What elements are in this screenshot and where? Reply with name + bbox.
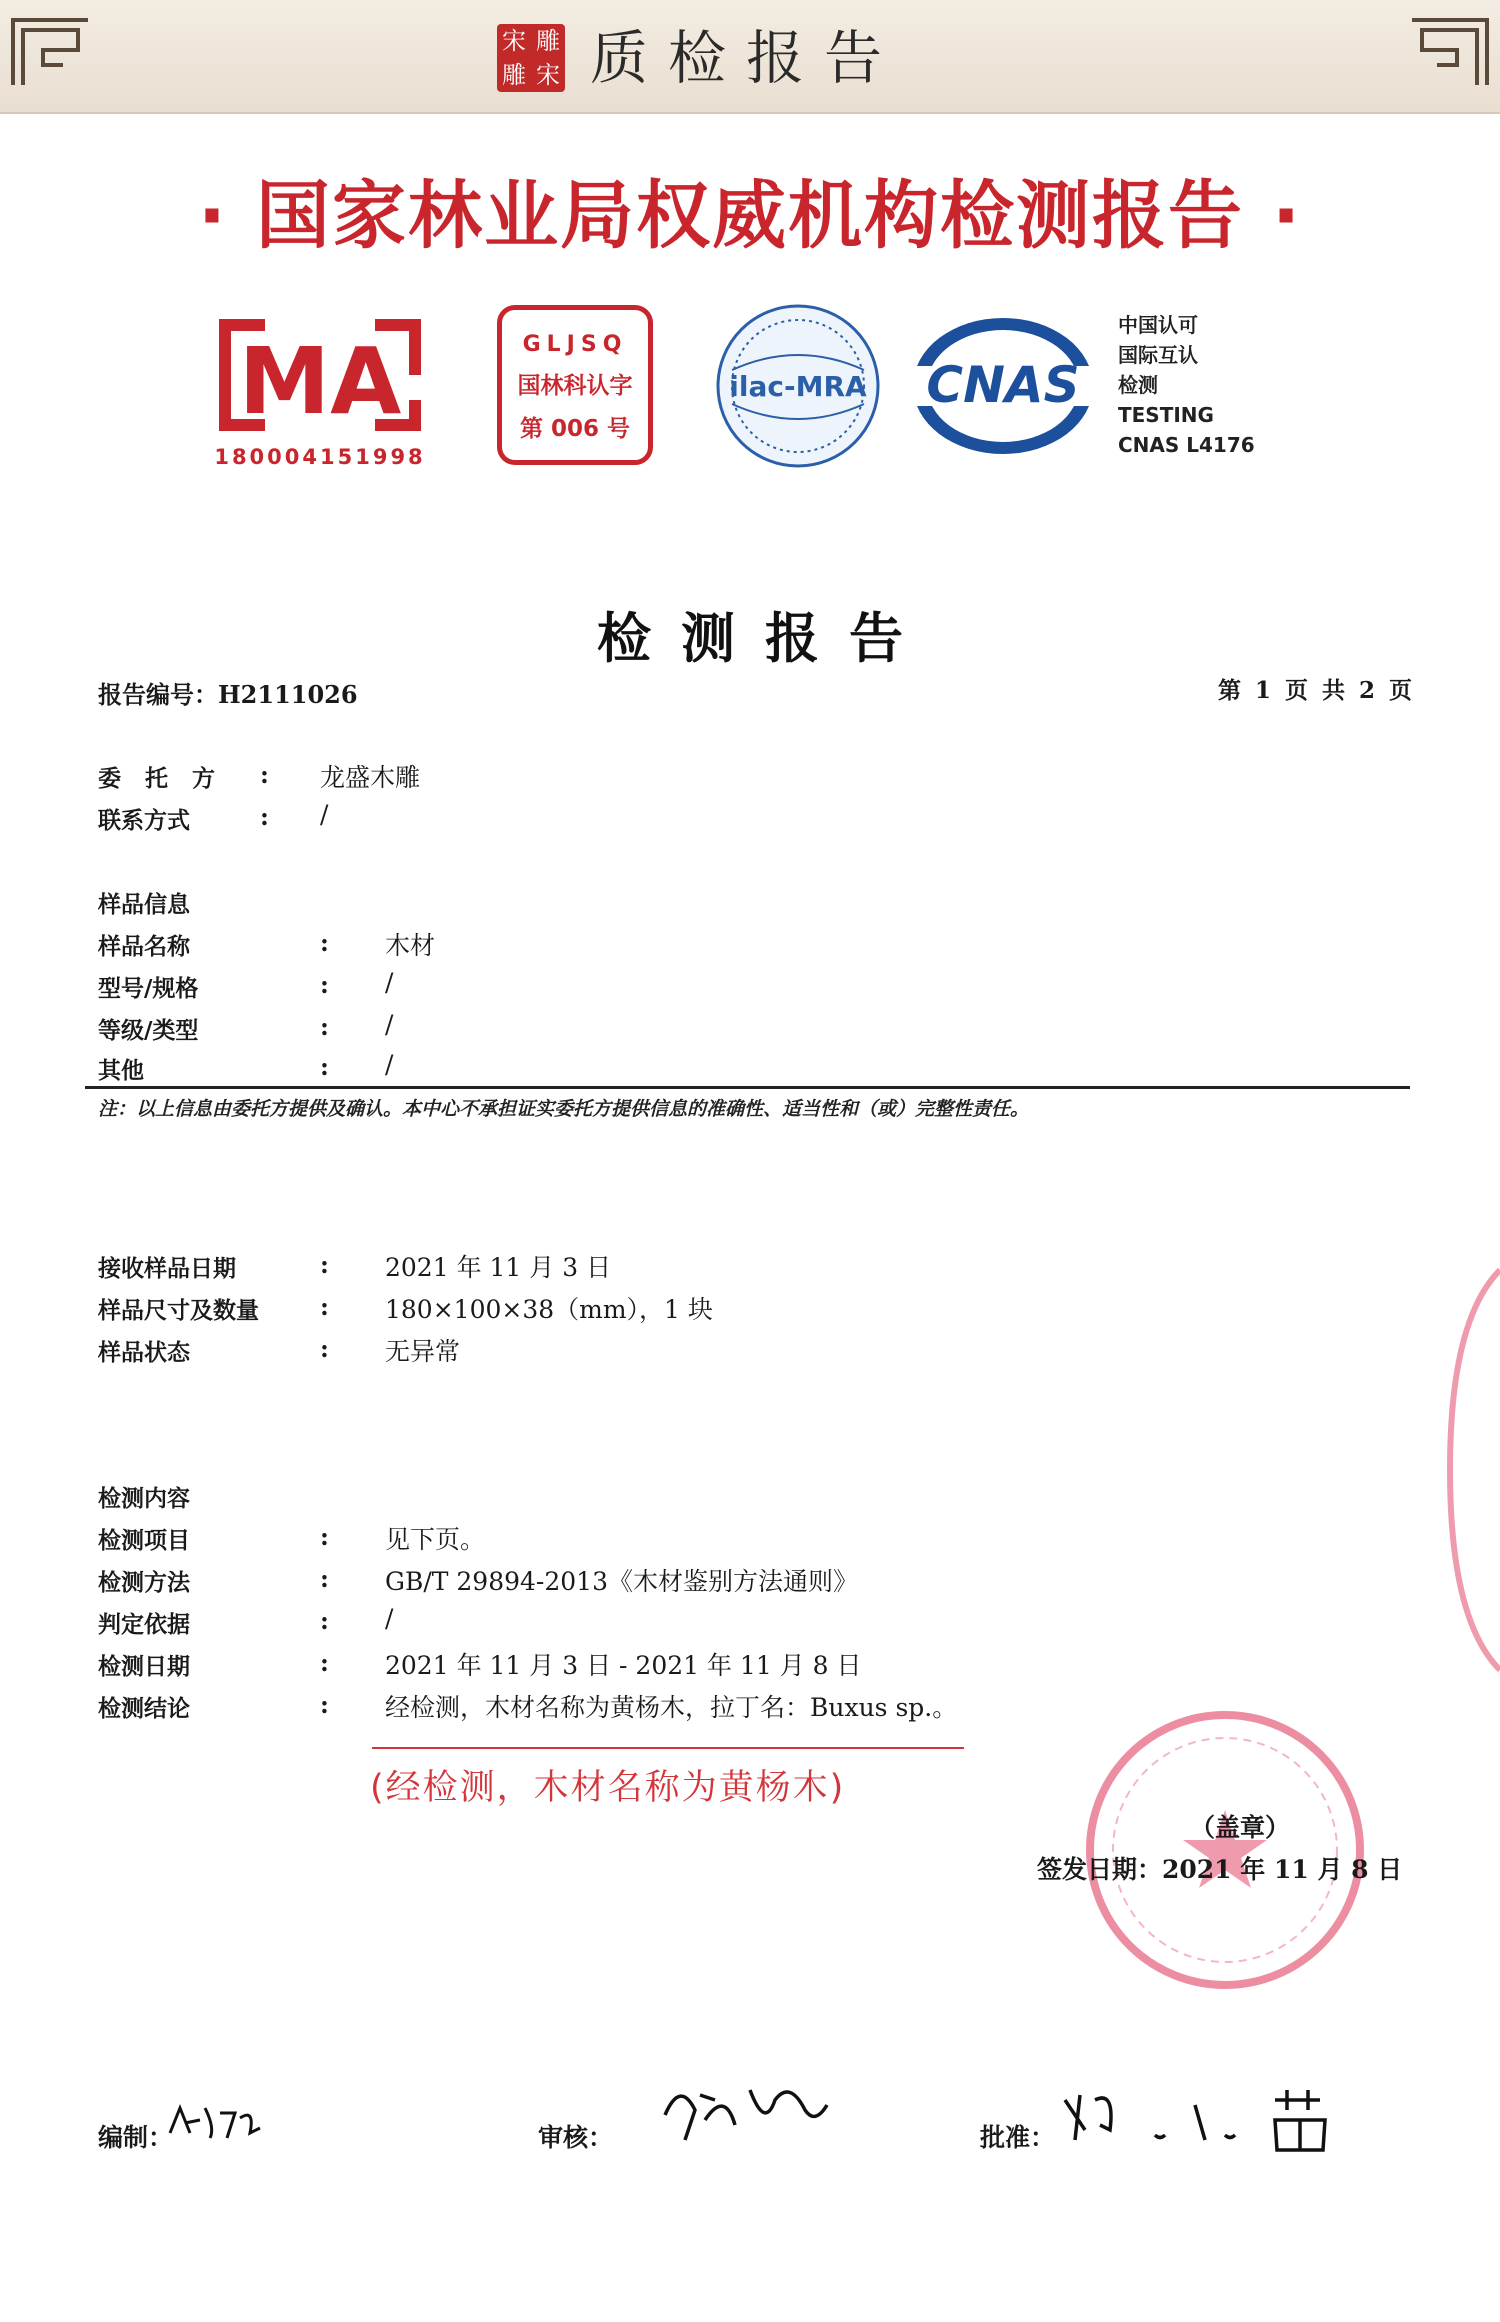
highlight-note: (经检测，木材名称为黄杨木) [370, 1768, 846, 1808]
seal-caption: （盖章） [1190, 1813, 1291, 1842]
reviewer-signature-icon [655, 2070, 835, 2150]
page-info: 第 1 页 共 2 页 [1218, 677, 1413, 704]
cma-number: 180004151998 [214, 445, 426, 469]
colon: : [320, 1250, 329, 1279]
brand-seal-logo [497, 24, 565, 92]
report-number-label: 报告编号： [98, 680, 218, 709]
issue-date: 签发日期：2021 年 11 月 8 日 [1037, 1855, 1403, 1884]
sample-name-label: 样品名称 [98, 934, 190, 960]
gljsq-line2: 国林科认字 [517, 373, 633, 399]
colon: : [320, 1522, 329, 1551]
client-value: 龙盛木雕 [320, 763, 421, 792]
gljsq-line1: GLJSQ [522, 332, 628, 357]
sample-grade-value: / [385, 1010, 394, 1039]
judgement-basis-label: 判定依据 [98, 1612, 190, 1638]
colon: : [320, 928, 329, 957]
approver-signature-icon [1055, 2080, 1355, 2160]
cnas-accreditation-text [1118, 310, 1255, 460]
report-title: 检测报告 [597, 607, 933, 670]
bullet-left: · [197, 173, 228, 259]
editor-label: 编制： [98, 2123, 174, 2152]
reviewer-label: 审核： [538, 2123, 614, 2152]
cnas-text-line: TESTING [1118, 403, 1214, 427]
receipt-date-value: 2021 年 11 月 3 日 [385, 1253, 612, 1282]
colon: : [320, 1334, 329, 1363]
cnas-logo-icon [908, 312, 1098, 460]
gljsq-logo [497, 305, 653, 465]
test-date-label: 检测日期 [98, 1654, 190, 1680]
contact-value: / [320, 800, 329, 829]
colon: : [260, 802, 269, 831]
colon: : [320, 1690, 329, 1719]
sample-model-label: 型号/规格 [98, 976, 199, 1002]
seal-char: 宋 [502, 27, 526, 55]
editor-signature-icon [165, 2098, 265, 2148]
conclusion-label: 检测结论 [98, 1696, 190, 1722]
corner-ornament-left-icon [8, 10, 98, 90]
conclusion-value: 经检测，木材名称为黄杨木，拉丁名：Buxus sp.。 [385, 1693, 958, 1722]
sample-status-value: 无异常 [385, 1337, 461, 1366]
edge-stamp-icon [1440, 1260, 1500, 1680]
report-number-value: H2111026 [218, 680, 358, 709]
colon: : [320, 970, 329, 999]
sample-size-value: 180×100×38（mm），1 块 [385, 1295, 713, 1324]
bullet-right: · [1272, 173, 1303, 259]
cnas-text-line: 中国认可 [1118, 313, 1198, 337]
report-number [98, 675, 358, 710]
sample-section-title: 样品信息 [98, 892, 190, 918]
contact-label: 联系方式 [98, 808, 190, 834]
highlight-rule [372, 1747, 964, 1749]
sample-status-label: 样品状态 [98, 1340, 190, 1366]
banner-title [0, 168, 1500, 264]
test-section-title: 检测内容 [98, 1486, 190, 1512]
ilac-mra-logo-icon [712, 300, 884, 472]
client-label: 委 托 方 [98, 766, 224, 792]
sample-model-value: / [385, 968, 394, 997]
sample-other-label: 其他 [98, 1058, 144, 1084]
test-method-value: GB/T 29894-2013《木材鉴别方法通则》 [385, 1567, 858, 1596]
receipt-date-label: 接收样品日期 [98, 1256, 236, 1282]
colon: : [320, 1052, 329, 1081]
colon: : [320, 1012, 329, 1041]
test-method-label: 检测方法 [98, 1570, 190, 1596]
ilac-text: ilac-MRA [729, 370, 867, 403]
test-item-value: 见下页。 [385, 1525, 486, 1554]
cnas-text-line: CNAS L4176 [1118, 433, 1255, 457]
banner-title-text: 国家林业局权威机构检测报告 [256, 173, 1244, 259]
corner-ornament-right-icon [1402, 10, 1492, 90]
cnas-text-line: 国际互认 [1118, 343, 1198, 367]
sample-grade-label: 等级/类型 [98, 1018, 199, 1044]
colon: : [320, 1564, 329, 1593]
divider [85, 1086, 1410, 1089]
colon: : [320, 1292, 329, 1321]
disclaimer-note: 注：以上信息由委托方提供及确认。本中心不承担证实委托方提供信息的准确性、适当性和（或）完整性责任。 [98, 1098, 1030, 1120]
colon: : [260, 760, 269, 789]
seal-char: 宋 [536, 61, 560, 89]
test-date-value: 2021 年 11 月 3 日 - 2021 年 11 月 8 日 [385, 1651, 862, 1680]
colon: : [320, 1648, 329, 1677]
sample-size-label: 样品尺寸及数量 [98, 1298, 259, 1324]
approver-label: 批准： [980, 2123, 1056, 2152]
header-title: 质检报告 [590, 24, 903, 92]
sample-other-value: / [385, 1050, 394, 1079]
cma-letters: MA [238, 328, 402, 435]
sample-name-value: 木材 [385, 931, 436, 960]
gljsq-line3: 第 006 号 [519, 416, 631, 442]
seal-char: 雕 [536, 27, 560, 55]
test-item-label: 检测项目 [98, 1528, 190, 1554]
seal-char: 雕 [502, 61, 526, 89]
cnas-text-line: 检测 [1118, 373, 1158, 397]
judgement-basis-value: / [385, 1604, 394, 1633]
colon: : [320, 1606, 329, 1635]
cnas-letters: CNAS [926, 356, 1080, 414]
